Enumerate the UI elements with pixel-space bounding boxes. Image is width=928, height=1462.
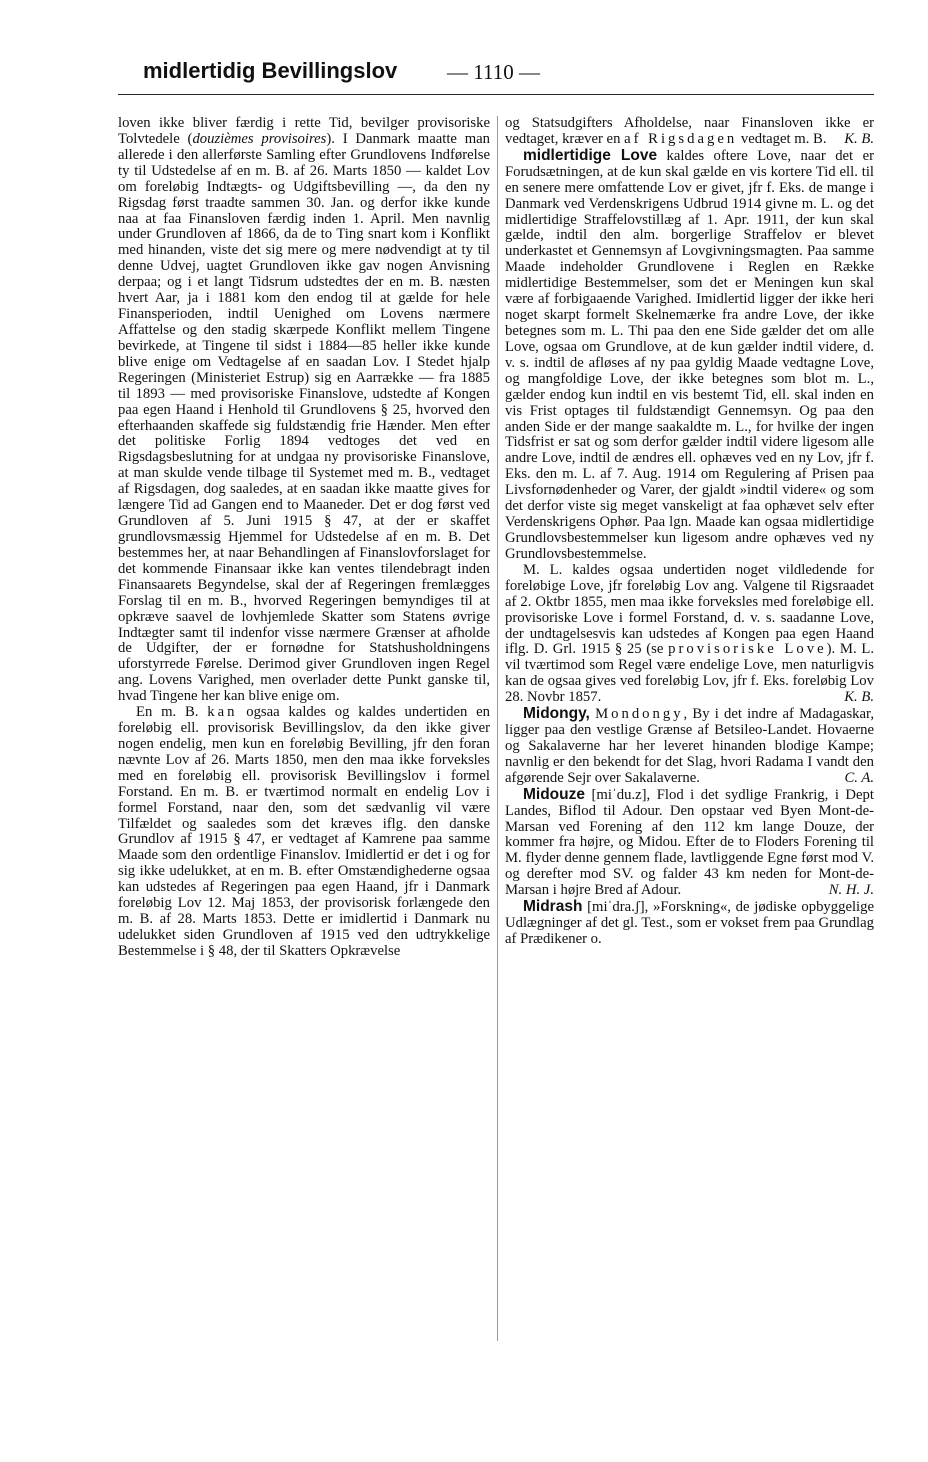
entry-midlertidige-love	[505, 148, 874, 563]
text-run: M. L. kaldes ogsaa undertiden noget vildledende for foreløbige Love, jfr foreløbig Lov ang. Valgene til Rigsraadet af 2. Oktbr 1855, men maa ikke forveksles med foreløbige ell. provisoriske Love i formel Forstand, d. v. s. saadanne Love, der undtagelsesvis kan udstedes af Kongen paa egen Haand iflg. D. Grl. 1915 § 25 (se	[505, 561, 874, 658]
left-paragraph-1	[118, 116, 490, 705]
entry-midlertidige-love-p2	[505, 563, 874, 706]
headword: Midongy,	[523, 705, 590, 723]
page-number: — 1110 —	[447, 60, 540, 84]
text-run: vedtaget m. B.	[737, 130, 827, 147]
spaced-term: af Rigsdagen	[624, 130, 738, 147]
entry-midrash	[505, 899, 874, 948]
entry-midongy	[505, 706, 874, 787]
headword: Midrash	[523, 898, 583, 916]
text-run: loven ikke bliver færdig i rette Tid, bevilger provisoriske Tolvtedele (	[118, 116, 490, 147]
right-column	[505, 116, 874, 1341]
text-run: ). M. L. vil tværtimod som Regel være endelige Love, men naturligvis kan de ogsaa gives ved foreløbig Lov, jfr f. Eks. foreløbig Lov 28. Novbr 1857.	[505, 641, 874, 706]
spaced-term: Mondongy	[595, 706, 684, 723]
entry-text: kaldes oftere Love, naar det er Forudsætningen, at de kun skal gælde en vis kortere Tid ell. til en senere mere omfattende Lov er givet, jfr f. Eks. de mange i Danmark ved Verdenskrigens Udbrud 1914 givne m. L. og det midlertidige Straffelovstillæg af 1. Apr. 1911, der kun skal gælde, indtil den alm. borgerlige Straffelov er blevet underkastet et Gennemsyn af Lovgivningsmagten. Paa samme Maade indeholder Grundlovene i Reglen en Række midlertidige Bestemmelser, som det er Meningen kun skal være af forbigaaende Varighed. Imidlertid ligger der ikke heri noget skarpt formelt Skelnemærke fra andre Love, der ikke betegnes som m. L. Thi paa den ene Side gælder det om alle Love, ogsaa om Grundlove, at de kun gælder indtil videre, d. v. s. indtil de afløses af ny paa gyldig Maade vedtagne Love, og mangfoldige Love, der ikke betegnes som blot m. L., gælder endog kun indtil en vis bestemt Tid, ell. skal inden en vis Frist optages til fuldstændigt Gennemsyn. Og paa den anden Side er der mange saakaldte m. L., for hvilke der ingen Tidsfrist er sat og som derfor gælder indtil videre ligesom alle andre Love, indtil de ændres ell. ophæves ved en ny Lov, jfr f. Eks. den m. L. af 7. Aug. 1914 om Regulering af Prisen paa Livsfornødenheder og Varer, der gjaldt »indtil videre« og som det derfor viste sig meget vanskeligt at faa ophævet selv efter Verdenskrigens Ophør. Paa lgn. Maade kan ogsaa midlertidige Grundlovsbestemmelser kun ligesom andre ophæves ved ny Grundlovsbestemmelse.	[505, 147, 874, 562]
headword: Midouze	[523, 785, 585, 803]
entry-text: , By i det indre af Madagaskar, ligger paa den vestlige Grænse af Betsileo-Landet. Hovaerne og Sakalaverne har her leveret hinanden blodige Kampe; navnlig er den bekendt for det Slag, hvori Radama I vandt den afgørende Sejr over Sakalaverne.	[505, 706, 874, 786]
entry-text: [miˈdra.ʃ], »Forskning«, de jødiske opbyggelige Udlægninger af det gl. Test., som er vokset frem paa Grundlag af Prædikener o.	[505, 899, 874, 948]
spaced-term: kan	[207, 704, 238, 721]
column-divider	[497, 116, 498, 1341]
text-run: og Statsudgifters Afholdelse, naar Finansloven ikke er vedtaget, kræver en	[505, 116, 874, 147]
text-run: ). I Danmark maatte man allerede i den allerførste Samling efter Grundlovens Indførelse ty til Udstedelse af en m. B. af 26. Marts 1850 — kaldet Lov om foreløbig Indtægts- og Udgiftsbevilling —, da den ny Rigsdag først traadte sammen 30. Jan. og derfor ikke kunde naa at faa Finansloven færdig inden 1. April. Men navnlig under Grundloven af 1866, da de to Ting snart kom i Konflikt med hinanden, viste det sig mere og mere nødvendigt at ty til denne Udvej, uagtet Grundloven ikke gav nogen Anvisning derpaa; og i et langt Tidsrum udstedtes der en m. B. næsten hvert Aar, ja i 1881 kom den endog til at gælde for hele Finansperioden, indtil Uenighed om Lovens nærmere Affattelse og den stadig skærpede Konflikt mellem Tingene bevirkede, at Tingene til sidst i 1884—85 heller ikke kunde blive enige om Vedtagelse af en saadan Lov. I Stedet hjalp Regeringen (Ministeriet Estrup) sig en Aarrække — fra 1885 til 1893 — med provisoriske Finanslove, udstedte af Kongen paa egen Haand i Henhold til Grundlovens § 25, hvorved den efterhaanden skaffede sig fuldstændig frie Hænder. Men efter det politiske Forlig 1894 vedtoges det ved en Rigsdagsbeslutning for at undgaa ny provisoriske Finanslove, at man skulde vende tilbage til Systemet med m. B., vedtaget af Rigsdagen, dog saaledes, at en saadan ikke maatte gives for længere Tid ad Gangen end to Maaneder. Det er dog først ved Grundloven af 5. Juni 1915 § 47, at der er skaffet grundlovsmæssig Hjemmel for Udstedelse af en m. B. Det bestemmes her, at naar Behandlingen af Finanslovforslaget for det kommende Finansaar ikke kan ventes tilendebragt inden Finansaarets Begyndelse, skal der af Regeringen fremlægges Forslag til en m. B., hvorved Regeringen bemyndiges til at opkræve saavel de lovhjemlede Skatter som Statens øvrige Indtægter samt til indenfor visse nærmere Grænser at afholde de Udgifter, der er fornødne for Statshusholdningens uforstyrrede Førelse. Derimod giver Grundloven ingen Regel ang. Lovens Varighed, men overlader dette Punkt ganske til, hvad Tingene her kan blive enige om.	[118, 130, 490, 705]
entry-continuation	[505, 116, 874, 148]
entry-text: [miˈdu.z], Flod i det sydlige Frankrig, i Dept Landes, Biflod til Adour. Den opstaar ved Byen Mont-de-Marsan ved Forening af den 112 km lange Douze, der kommer fra højre, og Midou. Efter de to Floders Forening til M. flyder denne gennem flade, lavtliggende Egne først mod V. og derefter mod SV. og falder 43 km neden for Mont-de-Marsan i højre Bred af Adour.	[505, 786, 874, 899]
author-signature: N. H. J.	[828, 882, 874, 899]
headword: midlertidige Love	[523, 146, 658, 164]
italic-term: douzièmes provisoires	[192, 130, 327, 147]
author-signature: K. B.	[844, 130, 874, 147]
left-column	[118, 116, 490, 1341]
header-rule	[118, 94, 874, 95]
author-signature: K. B.	[844, 689, 874, 706]
spaced-term: provisoriske Love	[668, 641, 827, 658]
running-header	[143, 58, 873, 88]
text-run: ogsaa kaldes og kaldes undertiden en foreløbig ell. provisorisk Bevillingslov, da den ikke giver nogen endelig, men kun en foreløbig Bevilling, jfr den foran nævnte Lov af 26. Marts 1850, men den maa ikke forveksles med en foreløbig ell. provisorisk Bevillingslov i formel Forstand. En m. B. er tværtimod normalt en endelig Lov i formel Forstand, naar den, som det sædvanlig vil være Tilfældet og saaledes som det kræves iflg. den danske Grundlov af 1915 § 47, er vedtaget af Kamrene paa samme Maade som den ordentlige Finanslov. Imidlertid er det i og for sig ikke udelukket, at en m. B. efter Omstændighederne ogsaa kan udstedes af Regeringen paa egen Haand, jfr i Danmark foreløbig Lov 12. Maj 1853, der provisorisk forlængede den m. B. af 28. Marts 1853. Dette er imidlertid i Danmark nu udelukket siden Grundloven af 1915 ved den udtrykkelige Bestemmelse i § 48, der til Skatters Opkrævelse	[118, 704, 490, 959]
text-run: En m. B.	[136, 704, 208, 721]
left-paragraph-2	[118, 705, 490, 960]
header-title: midlertidig Bevillingslov	[143, 58, 398, 83]
author-signature: C. A.	[844, 769, 874, 786]
entry-midouze	[505, 787, 874, 899]
